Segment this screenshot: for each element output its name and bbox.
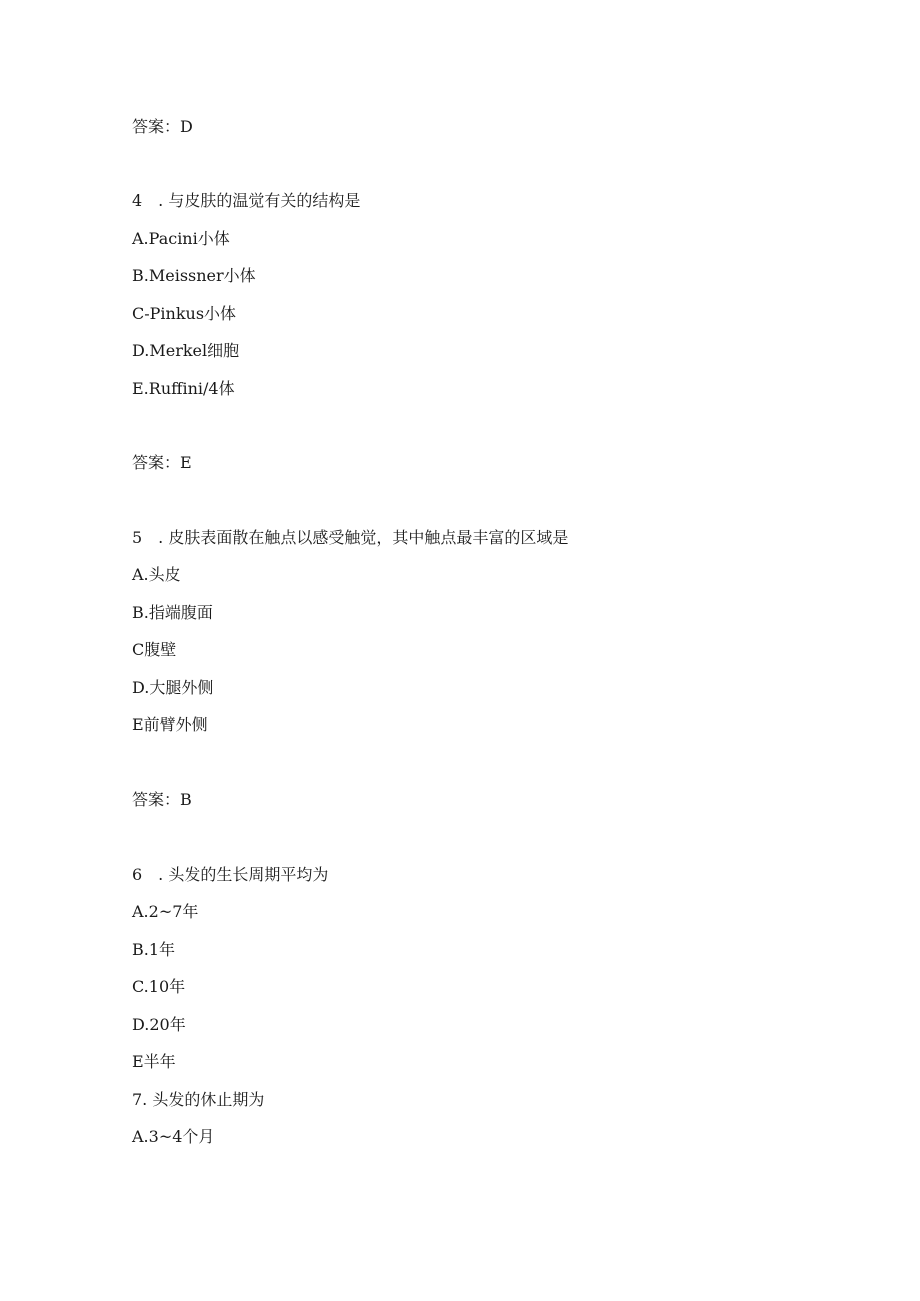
question-4-option-b: B.Meissner小体 (132, 266, 256, 285)
question-6-option-d: D.20年 (132, 1015, 186, 1034)
question-5-option-b: B.指端腹面 (132, 603, 213, 622)
question-4-stem: 4 . 与皮肤的温觉有关的结构是 (132, 191, 361, 210)
answer-q4: 答案：E (132, 453, 192, 472)
question-5-option-d: D.大腿外侧 (132, 678, 214, 697)
question-6-option-b: B.1年 (132, 940, 176, 959)
answer-q5: 答案：B (132, 790, 192, 809)
question-4-option-a: A.Pacini小体 (132, 229, 230, 248)
answer-q3: 答案：D (132, 117, 193, 136)
question-4-option-e: E.Ruffini/4体 (132, 379, 235, 398)
question-4-option-d: D.Merkel细胞 (132, 341, 240, 360)
question-5-option-a: A.头皮 (132, 565, 181, 584)
question-6-stem: 6 . 头发的生长周期平均为 (132, 865, 329, 884)
question-5-stem: 5 . 皮肤表面散在触点以感受触觉，其中触点最丰富的区域是 (132, 528, 569, 547)
question-5-option-c: C腹壁 (132, 640, 177, 659)
question-5-option-e: E前臂外侧 (132, 715, 208, 734)
question-4-option-c: C-Pinkus小体 (132, 304, 237, 323)
question-7-stem: 7. 头发的休止期为 (132, 1090, 265, 1109)
question-6-option-c: C.10年 (132, 977, 186, 996)
question-7-option-a: A.3~4个月 (132, 1127, 215, 1146)
question-6-option-a: A.2~7年 (132, 902, 199, 921)
question-6-option-e: E半年 (132, 1052, 176, 1071)
